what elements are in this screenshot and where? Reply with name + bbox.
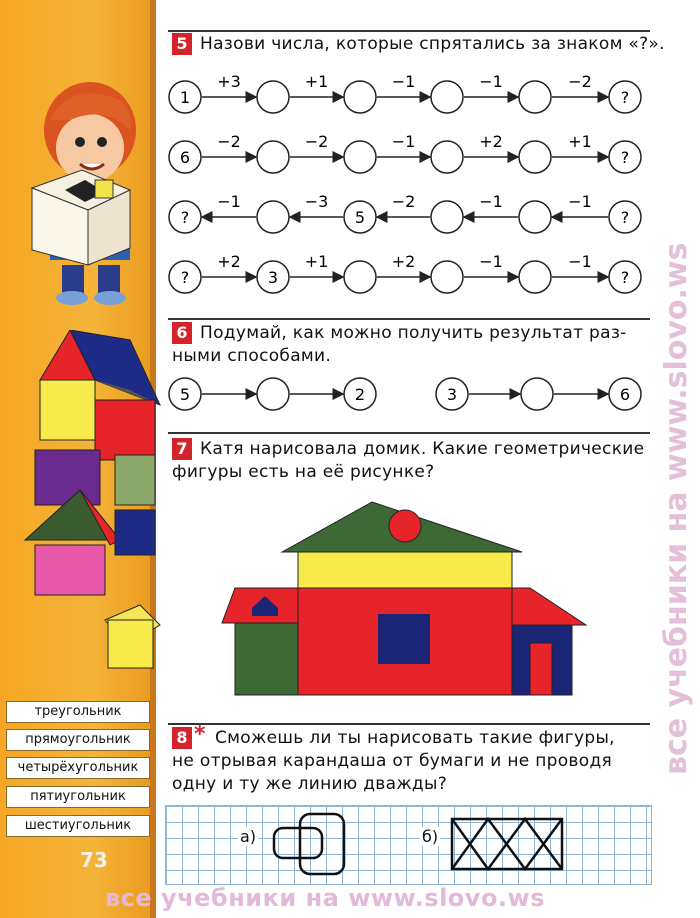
task5-number-circle[interactable] <box>519 261 551 293</box>
task5-operation: +2 <box>391 252 416 271</box>
task6-divider <box>168 318 650 320</box>
attic-rectangle <box>298 552 512 588</box>
task7-divider <box>168 432 650 434</box>
task8-text-line3: одну и ту же линию дважды? <box>172 774 448 794</box>
task5-number-circle[interactable] <box>519 141 551 173</box>
task5-operation: −1 <box>479 72 503 91</box>
task5-number-circle[interactable] <box>431 201 463 233</box>
task8-star: * <box>194 722 206 747</box>
task5-number-circle[interactable] <box>519 201 551 233</box>
task6-text-line2: ными способами. <box>172 346 332 366</box>
task8-number: 8 <box>172 727 192 749</box>
task5-circle-value: ? <box>620 208 630 227</box>
task5-number-circle[interactable] <box>344 261 376 293</box>
task5-operation: −1 <box>217 192 241 211</box>
task5-operation: −2 <box>217 132 241 151</box>
task5-number-circle[interactable] <box>257 141 289 173</box>
task5-number-circle[interactable] <box>257 81 289 113</box>
task8-divider <box>168 723 650 725</box>
term-quadrilateral: четырёхугольник <box>6 757 150 779</box>
watermark-bottom: все учебники на www.slovo.ws <box>105 884 545 912</box>
task5-circle-value: ? <box>620 268 630 287</box>
page-number: 73 <box>80 848 108 872</box>
task5-number-circle[interactable] <box>257 201 289 233</box>
task5-circle-value: ? <box>180 268 190 287</box>
task5-operation: −1 <box>479 252 503 271</box>
term-pentagon: пятиугольник <box>6 786 150 808</box>
task5-text: Назови числа, которые спрятались за знаком «?». <box>200 34 665 54</box>
task5-number-circle[interactable] <box>431 261 463 293</box>
task6-circle-value: 5 <box>179 385 191 404</box>
task6-chains <box>160 375 650 415</box>
task5-operation: −1 <box>568 252 592 271</box>
task7-number: 7 <box>172 438 192 460</box>
task5-operation: −1 <box>391 132 416 151</box>
figure-b-label: б) <box>422 827 439 846</box>
task5-operation: +1 <box>304 72 329 91</box>
task7-text-line2: фигуры есть на её рисунке? <box>172 462 435 482</box>
boy-illustration <box>10 70 160 310</box>
figure-a <box>270 810 350 880</box>
watermark-side-text: все учебники на www.slovo.ws <box>659 242 694 775</box>
house-drawing <box>220 498 590 698</box>
task5-number-circle[interactable] <box>431 141 463 173</box>
task7-text-line1: Катя нарисовала домик. Какие геометрические <box>200 439 645 459</box>
task5-operation: +1 <box>304 252 329 271</box>
right-roof-quad <box>512 588 586 625</box>
blocks-illustration <box>20 330 165 690</box>
task5-operation: −1 <box>568 192 592 211</box>
task5-operation: −3 <box>304 192 329 211</box>
task5-number-circle[interactable] <box>431 81 463 113</box>
door-rectangle <box>530 643 552 695</box>
task5-operation: −2 <box>304 132 329 151</box>
task5-operation: −1 <box>391 72 416 91</box>
task5-circle-value: 3 <box>267 268 279 287</box>
figure-b <box>448 815 568 875</box>
task6-number-circle[interactable] <box>257 378 289 410</box>
task5-operation: +1 <box>568 132 592 151</box>
task5-number: 5 <box>172 33 192 55</box>
task6-circle-value: 2 <box>354 385 366 404</box>
task5-operation: −2 <box>568 72 592 91</box>
task5-operation: −2 <box>391 192 416 211</box>
task8-text-line2: не отрывая карандаша от бумаги и не проводя <box>172 751 613 771</box>
task6-text-line1: Подумай, как можно получить результат раз- <box>200 323 627 343</box>
task6-number-circle[interactable] <box>521 378 553 410</box>
task5-chains <box>160 65 650 315</box>
figure-a-label: а) <box>240 827 257 846</box>
task8-text-line1: Сможешь ли ты нарисовать такие фигуры, <box>215 728 615 748</box>
task5-operation: +3 <box>217 72 241 91</box>
task6-circle-value: 3 <box>446 385 458 404</box>
task5-operation: −1 <box>479 192 503 211</box>
task6-number: 6 <box>172 322 192 344</box>
task5-circle-value: ? <box>620 148 630 167</box>
term-hexagon: шестиугольник <box>6 815 150 837</box>
task5-circle-value: ? <box>620 88 630 107</box>
term-rectangle: прямоугольник <box>6 729 150 751</box>
watermark-side <box>650 120 700 780</box>
main-window-square <box>378 614 430 664</box>
term-triangle: треугольник <box>6 701 150 723</box>
task5-circle-value: ? <box>180 208 190 227</box>
task5-circle-value: 6 <box>179 148 191 167</box>
task5-number-circle[interactable] <box>344 81 376 113</box>
task5-circle-value: 1 <box>179 88 191 107</box>
task5-number-circle[interactable] <box>344 141 376 173</box>
task5-divider <box>168 30 650 32</box>
task6-circle-value: 6 <box>619 385 631 404</box>
roof-circle <box>389 510 421 542</box>
left-wing-rectangle <box>235 623 298 695</box>
task5-number-circle[interactable] <box>519 81 551 113</box>
task5-operation: +2 <box>479 132 503 151</box>
task5-circle-value: 5 <box>354 208 366 227</box>
task5-operation: +2 <box>217 252 241 271</box>
